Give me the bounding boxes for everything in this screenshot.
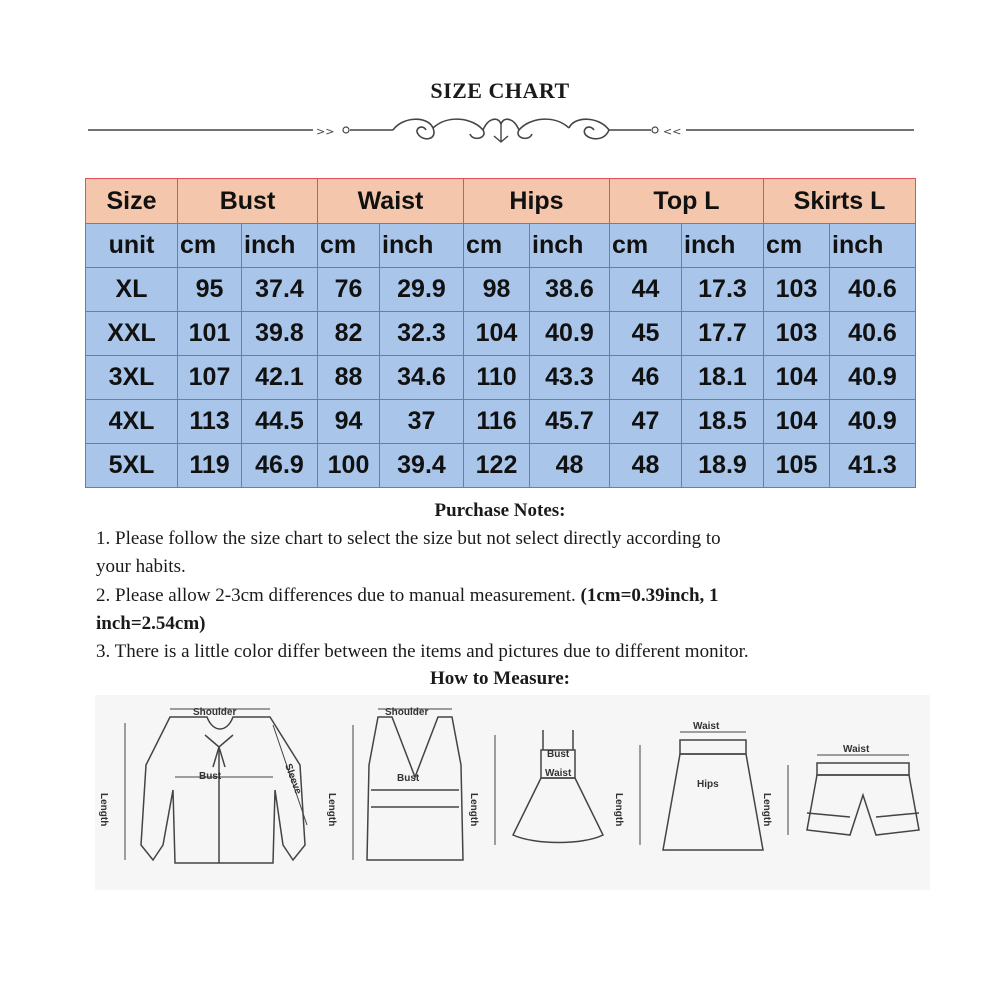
shoulder-label-2: Shoulder xyxy=(385,707,429,718)
table-cell: 40.9 xyxy=(830,356,916,400)
unit-cell: inch xyxy=(530,224,610,268)
table-unit-row xyxy=(86,224,916,268)
table-cell: 103 xyxy=(764,312,830,356)
table-cell: 37 xyxy=(380,400,464,444)
header-waist: Waist xyxy=(318,179,464,224)
size-cell: 4XL xyxy=(86,400,178,444)
waist-label-3: Waist xyxy=(843,744,870,755)
header-size: Size xyxy=(86,179,178,224)
table-cell: 18.5 xyxy=(682,400,764,444)
table-cell: 40.6 xyxy=(830,268,916,312)
table-header-row xyxy=(86,179,916,224)
table-cell: 37.4 xyxy=(242,268,318,312)
purchase-notes-title: Purchase Notes: xyxy=(434,500,566,521)
length-label-3: Length xyxy=(468,793,479,827)
table-cell: 17.7 xyxy=(682,312,764,356)
svg-text:<<: << xyxy=(663,125,682,138)
header-bust: Bust xyxy=(178,179,318,224)
table-cell: 41.3 xyxy=(830,444,916,488)
unit-cell: cm xyxy=(318,224,380,268)
table-row xyxy=(86,400,916,444)
bust-label-3: Bust xyxy=(547,749,570,760)
table-row xyxy=(86,444,916,488)
size-cell: 3XL xyxy=(86,356,178,400)
table-cell: 95 xyxy=(178,268,242,312)
tank-top-diagram xyxy=(353,709,463,860)
table-cell: 32.3 xyxy=(380,312,464,356)
table-cell: 113 xyxy=(178,400,242,444)
table-cell: 44.5 xyxy=(242,400,318,444)
unit-cell: cm xyxy=(464,224,530,268)
table-cell: 122 xyxy=(464,444,530,488)
unit-cell: inch xyxy=(830,224,916,268)
unit-cell: cm xyxy=(178,224,242,268)
unit-cell: inch xyxy=(242,224,318,268)
table-cell: 48 xyxy=(610,444,682,488)
size-cell: XXL xyxy=(86,312,178,356)
length-label-1: Length xyxy=(98,793,109,827)
table-cell: 98 xyxy=(464,268,530,312)
header-top-length: Top L xyxy=(610,179,764,224)
length-label-5: Length xyxy=(761,793,772,827)
table-cell: 29.9 xyxy=(380,268,464,312)
table-cell: 76 xyxy=(318,268,380,312)
table-cell: 119 xyxy=(178,444,242,488)
note-2 xyxy=(96,582,926,638)
table-row xyxy=(86,312,916,356)
size-cell: XL xyxy=(86,268,178,312)
unit-cell: cm xyxy=(610,224,682,268)
table-cell: 82 xyxy=(318,312,380,356)
table-cell: 39.4 xyxy=(380,444,464,488)
table-row xyxy=(86,356,916,400)
unit-cell: cm xyxy=(764,224,830,268)
how-to-measure-title: How to Measure: xyxy=(429,668,570,689)
table-cell: 48 xyxy=(530,444,610,488)
table-cell: 103 xyxy=(764,268,830,312)
table-cell: 104 xyxy=(464,312,530,356)
table-cell: 46 xyxy=(610,356,682,400)
blouse-diagram xyxy=(125,709,307,863)
length-label-2: Length xyxy=(326,793,337,827)
shoulder-label-1: Shoulder xyxy=(193,707,237,718)
note-3: 3. There is a little color differ between the items and pictures due to different monitor. xyxy=(96,641,749,662)
table-cell: 105 xyxy=(764,444,830,488)
unit-cell: inch xyxy=(380,224,464,268)
table-cell: 88 xyxy=(318,356,380,400)
bust-label-1: Bust xyxy=(199,771,222,782)
waist-label-2: Waist xyxy=(693,721,720,732)
note-2-line-1 xyxy=(96,582,926,610)
table-cell: 39.8 xyxy=(242,312,318,356)
table-cell: 44 xyxy=(610,268,682,312)
bust-label-2: Bust xyxy=(397,773,420,784)
note-2-text: 2. Please allow 2-3cm differences due to manual measurement. xyxy=(96,585,576,606)
note-2-conversion: (1cm=0.39inch, 1 xyxy=(580,585,719,606)
note-1 xyxy=(96,525,926,581)
table-cell: 110 xyxy=(464,356,530,400)
table-cell: 46.9 xyxy=(242,444,318,488)
note-1-line-2: your habits. xyxy=(96,556,186,577)
skirt-diagram xyxy=(640,732,763,850)
note-1-line-1: 1. Please follow the size chart to select the size but not select directly according to xyxy=(96,528,721,549)
table-cell: 45 xyxy=(610,312,682,356)
svg-text:>>: >> xyxy=(316,125,335,138)
size-cell: 5XL xyxy=(86,444,178,488)
note-2-conversion-cont: inch=2.54cm) xyxy=(96,613,206,634)
sleeve-label: Sleeve xyxy=(282,762,304,796)
table-cell: 45.7 xyxy=(530,400,610,444)
table-cell: 40.6 xyxy=(830,312,916,356)
measure-diagrams xyxy=(95,695,930,890)
size-chart-table xyxy=(85,178,916,488)
table-cell: 40.9 xyxy=(830,400,916,444)
table-cell: 47 xyxy=(610,400,682,444)
dress-diagram xyxy=(495,730,603,845)
note-2-line-2 xyxy=(96,610,926,638)
table-cell: 101 xyxy=(178,312,242,356)
table-cell: 116 xyxy=(464,400,530,444)
table-cell: 40.9 xyxy=(530,312,610,356)
hips-label: Hips xyxy=(697,779,719,790)
table-cell: 17.3 xyxy=(682,268,764,312)
shorts-diagram xyxy=(788,755,919,835)
waist-label-1: Waist xyxy=(545,768,572,779)
table-cell: 38.6 xyxy=(530,268,610,312)
table-cell: 43.3 xyxy=(530,356,610,400)
table-cell: 42.1 xyxy=(242,356,318,400)
table-cell: 94 xyxy=(318,400,380,444)
table-cell: 104 xyxy=(764,356,830,400)
unit-cell: inch xyxy=(682,224,764,268)
table-cell: 34.6 xyxy=(380,356,464,400)
table-row xyxy=(86,268,916,312)
unit-label: unit xyxy=(86,224,178,268)
table-cell: 104 xyxy=(764,400,830,444)
table-cell: 107 xyxy=(178,356,242,400)
table-cell: 18.1 xyxy=(682,356,764,400)
header-hips: Hips xyxy=(464,179,610,224)
table-cell: 100 xyxy=(318,444,380,488)
ornament-divider xyxy=(88,108,914,152)
page-title: SIZE CHART xyxy=(430,78,570,103)
length-label-4: Length xyxy=(613,793,624,827)
header-skirts-length: Skirts L xyxy=(764,179,916,224)
table-cell: 18.9 xyxy=(682,444,764,488)
